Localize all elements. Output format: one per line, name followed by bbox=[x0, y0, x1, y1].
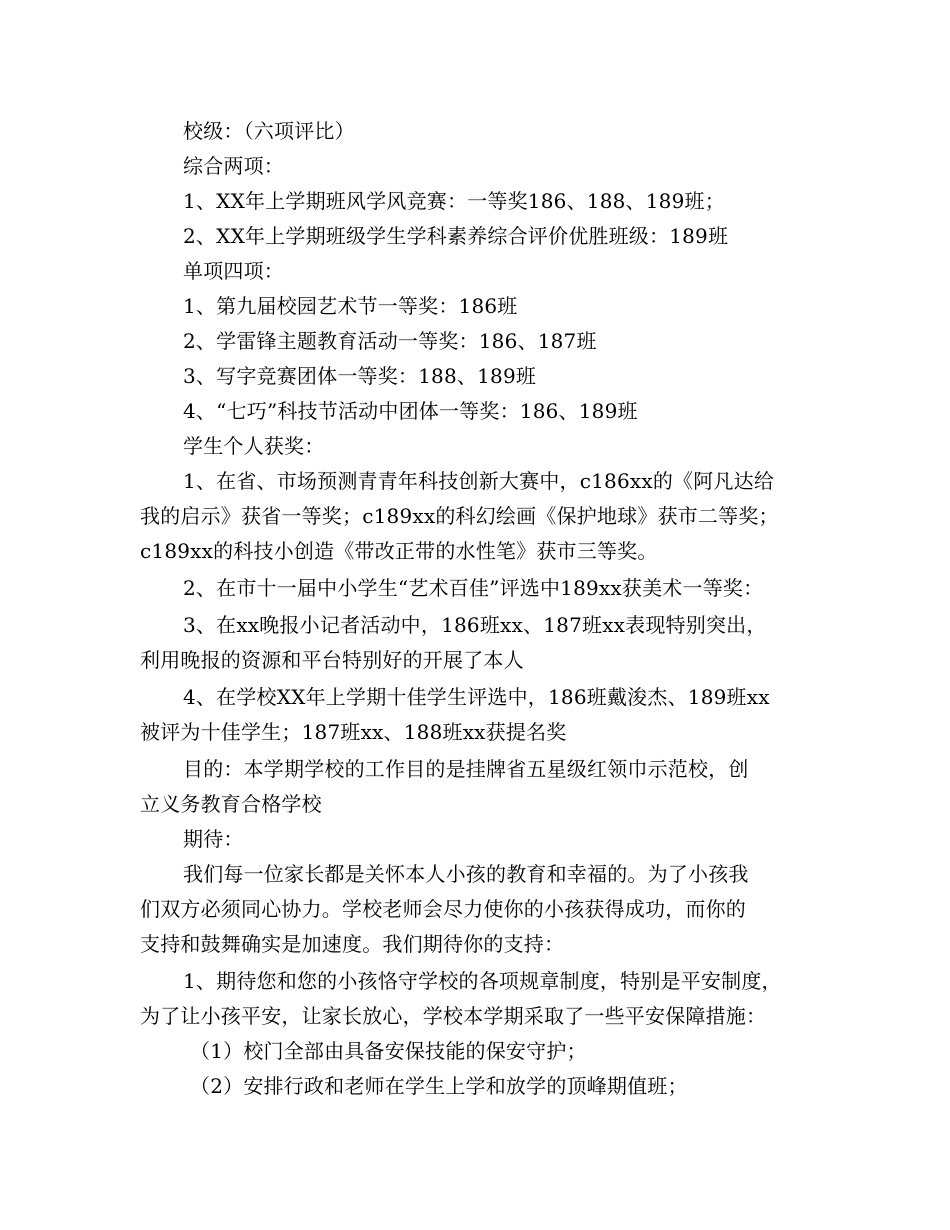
list-item: 3、写字竞赛团体一等奖：188、189班 bbox=[183, 364, 537, 388]
list-item: 1、XX年上学期班风学风竞赛：一等奖186、188、189班； bbox=[183, 189, 725, 213]
heading-school-level: 校级：（六项评比） bbox=[183, 119, 355, 143]
paragraph-line: 被评为十佳学生；187班xx、188班xx获提名奖 bbox=[140, 720, 567, 744]
paragraph-line: 3、在xx晚报小记者活动中，186班xx、187班xx表现特别突出， bbox=[183, 613, 767, 637]
paragraph-line: 目的：本学期学校的工作目的是挂牌省五星级红领巾示范校，创 bbox=[183, 757, 749, 781]
paragraph-line: 支持和鼓舞确实是加速度。我们期待你的支持： bbox=[140, 932, 565, 956]
paragraph-line: c189xx的科技小创造《带改正带的水性笔》获市三等奖。 bbox=[140, 539, 658, 563]
list-item: 4、“七巧”科技节活动中团体一等奖：186、189班 bbox=[183, 399, 638, 423]
paragraph-line: 4、在学校XX年上学期十佳学生评选中，186班戴浚杰、189班xx bbox=[183, 685, 770, 709]
heading-expectation: 期待： bbox=[183, 827, 244, 851]
list-item: 2、学雷锋主题教育活动一等奖：186、187班 bbox=[183, 329, 597, 353]
paragraph-line: 1、在省、市场预测青青年科技创新大赛中，c186xx的《阿凡达给 bbox=[183, 469, 775, 493]
heading-student-awards: 学生个人获奖： bbox=[183, 434, 325, 458]
paragraph-line: 利用晚报的资源和平台特别好的开展了本人 bbox=[140, 648, 524, 672]
list-item: 2、XX年上学期班级学生学科素养综合评价优胜班级：189班 bbox=[183, 224, 729, 248]
heading-comprehensive: 综合两项： bbox=[183, 154, 284, 178]
paragraph-line: 我的启示》获省一等奖；c189xx的科幻绘画《保护地球》获市二等奖； bbox=[140, 504, 779, 528]
list-item: 1、第九届校园艺术节一等奖：186班 bbox=[183, 294, 518, 318]
paragraph-line: 我们每一位家长都是关怀本人小孩的教育和幸福的。为了小孩我 bbox=[183, 862, 749, 886]
paragraph-line: 们双方必须同心协力。学校老师会尽力使你的小孩获得成功，而你的 bbox=[140, 897, 746, 921]
list-item: （1）校门全部由具备安保技能的保安守护； bbox=[190, 1039, 587, 1063]
paragraph-line: 立义务教育合格学校 bbox=[140, 792, 322, 816]
paragraph-line: 1、期待您和您的小孩恪守学校的各项规章制度，特别是平安制度， bbox=[183, 969, 782, 993]
heading-single-items: 单项四项： bbox=[183, 259, 284, 283]
paragraph-line: 2、在市十一届中小学生“艺术百佳”评选中189xx获美术一等奖： bbox=[183, 576, 764, 600]
list-item: （2）安排行政和老师在学生上学和放学的顶峰期值班； bbox=[190, 1074, 688, 1098]
paragraph-line: 为了让小孩平安，让家长放心，学校本学期采取了一些平安保障措施： bbox=[140, 1004, 767, 1028]
